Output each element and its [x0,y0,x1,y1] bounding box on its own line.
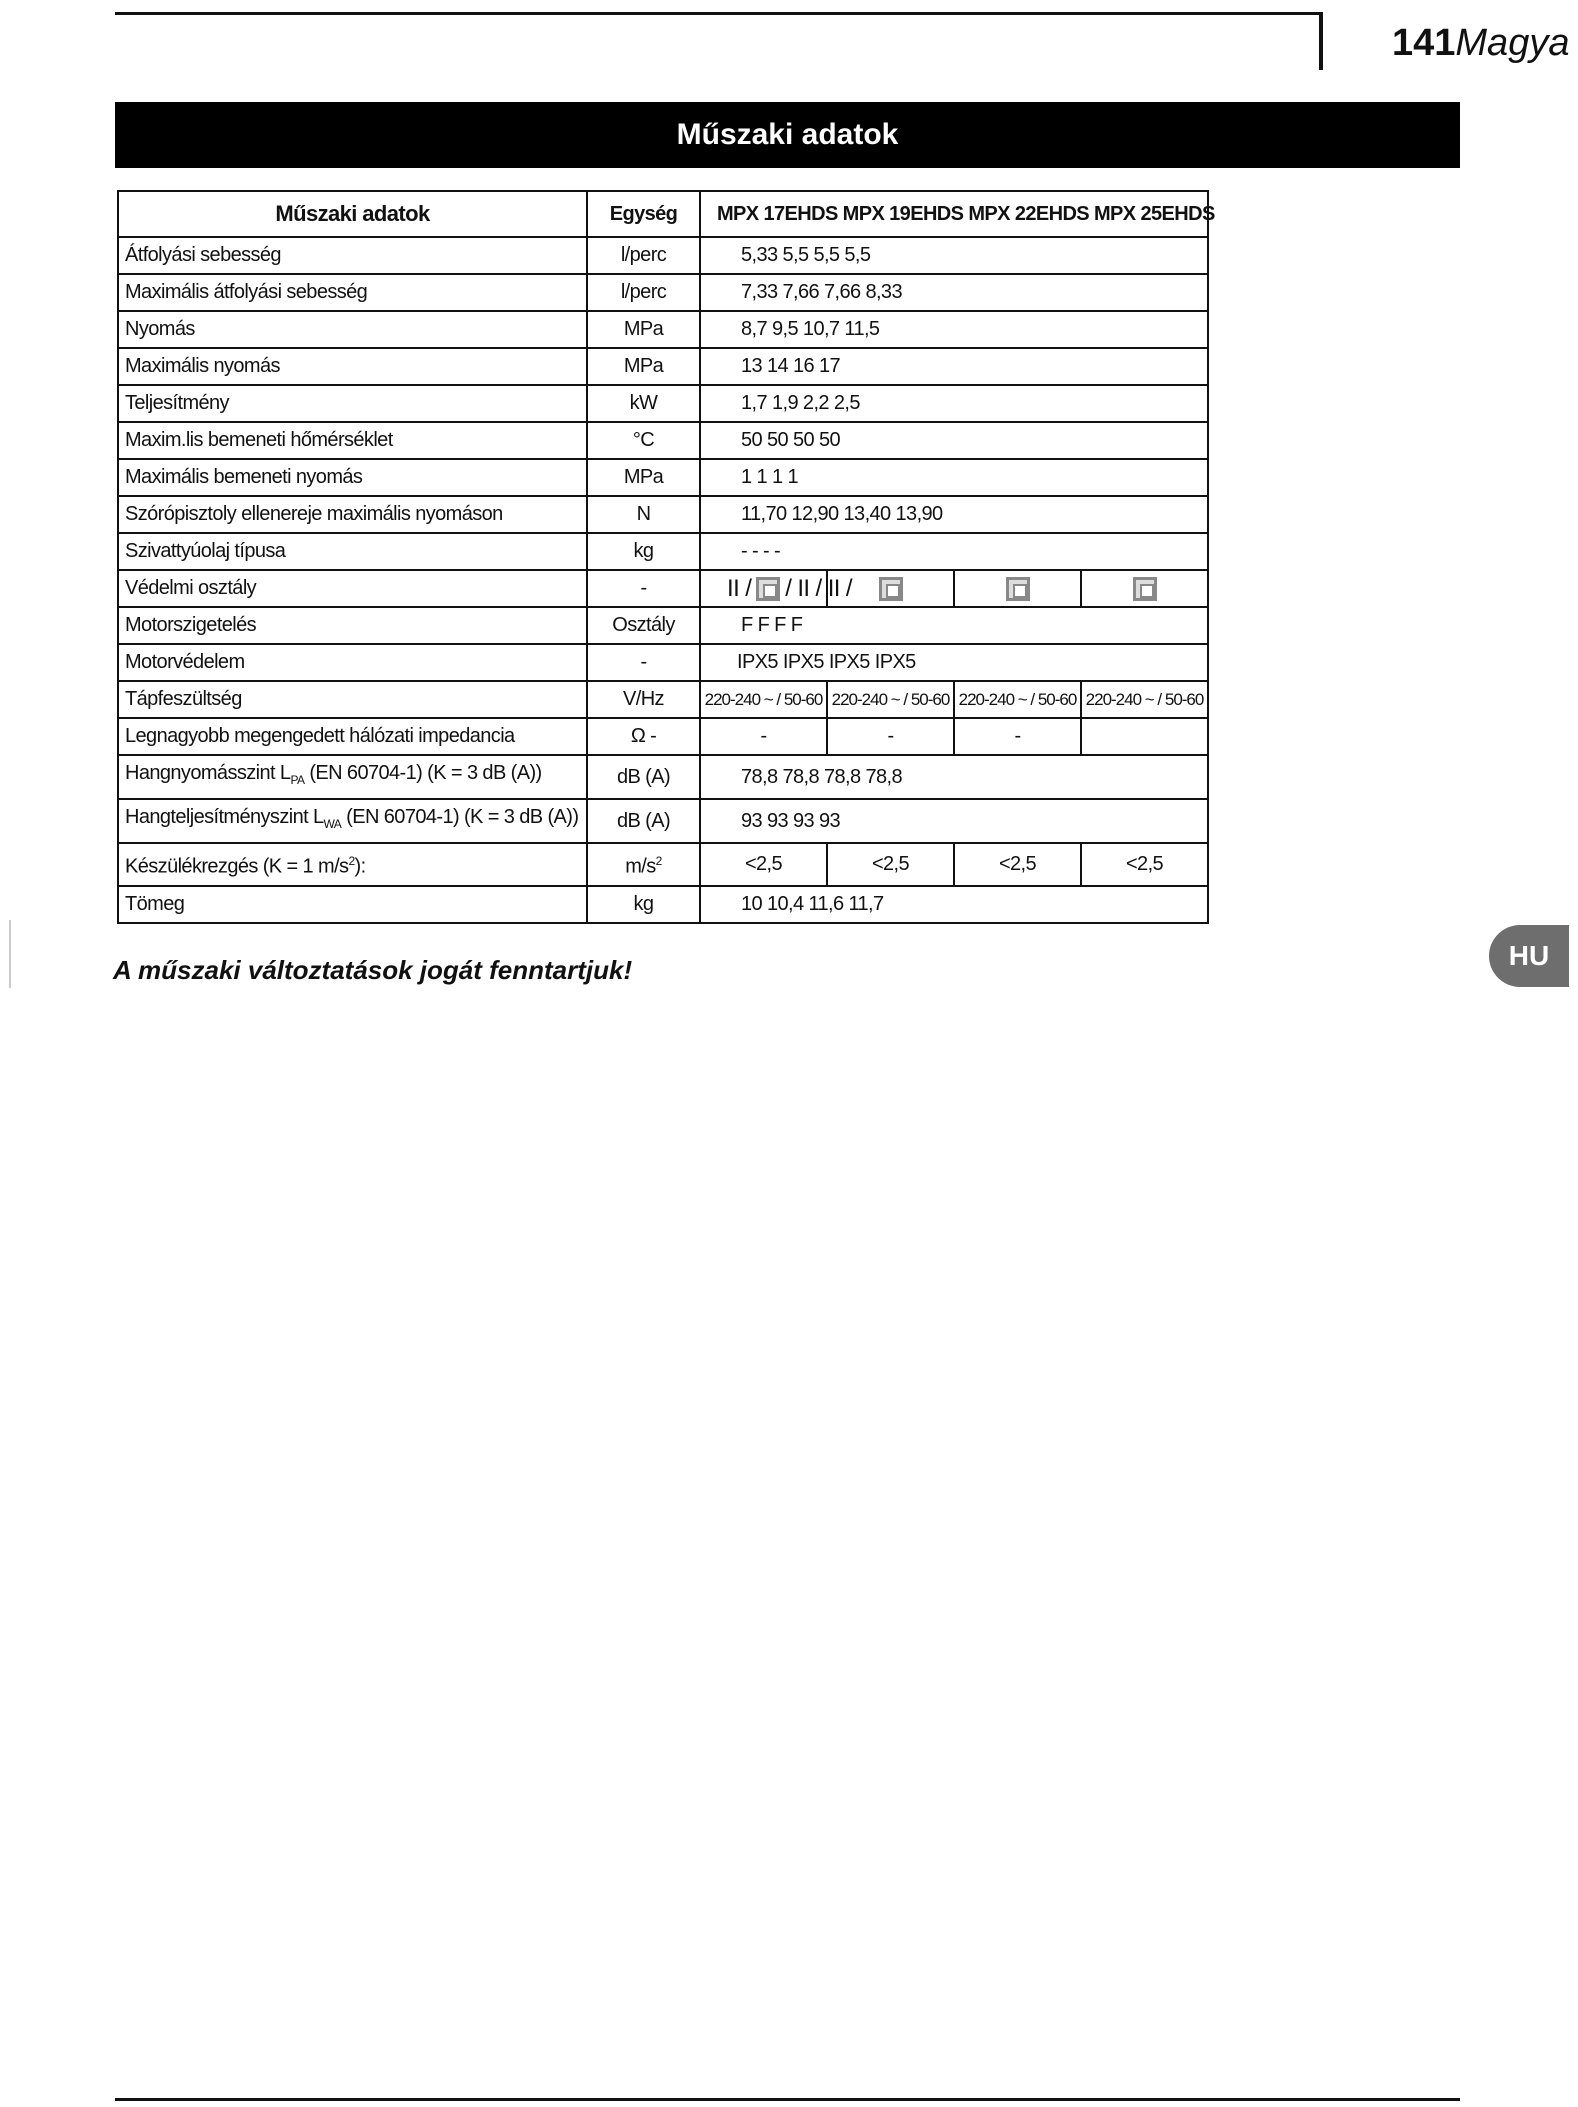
class-ii-icon [756,577,780,601]
row-values: 78,8 78,8 78,8 78,8 [700,755,1208,799]
row-unit-prefix: m/s [625,855,656,878]
table-row [118,681,1208,718]
row-name-suffix: ): [354,855,366,878]
class-ii-icon [1006,577,1030,601]
row-value [1081,718,1208,755]
table-row [118,607,1208,644]
row-name: Maxim.lis bemeneti hőmérséklet [118,422,587,459]
table-row [118,348,1208,385]
row-value: 220-240 ~ / 50-60 [700,681,827,718]
row-unit: l/perc [587,274,700,311]
row-value: 220-240 ~ / 50-60 [827,681,954,718]
row-name-prefix: Hangnyomásszint L [125,762,291,785]
row-name: Tömeg [118,886,587,923]
protection-class-prefix: II / [727,575,752,603]
page-language: Magya [1455,22,1570,64]
class-ii-icon [879,577,903,601]
row-name: Legnagyobb megengedett hálózati impedancia [118,718,587,755]
header-unit: Egység [587,191,700,237]
row-unit: °C [587,422,700,459]
table-row [118,799,1208,843]
class-ii-icon [1133,577,1157,601]
row-values: 50 50 50 50 [700,422,1208,459]
table-row [118,843,1208,886]
row-unit: kW [587,385,700,422]
row-values: 11,70 12,90 13,40 13,90 [700,496,1208,533]
row-values: IPX5 IPX5 IPX5 IPX5 [700,644,1208,681]
section-title: Műszaki adatok [115,102,1460,168]
row-values: 5,33 5,5 5,5 5,5 [700,237,1208,274]
row-name: Védelmi osztály [118,570,587,607]
row-unit: V/Hz [587,681,700,718]
row-value: - [700,718,827,755]
table-header-row [118,191,1208,237]
row-values: - - - - [700,533,1208,570]
row-unit: MPa [587,311,700,348]
row-value: - [827,718,954,755]
table-row [118,755,1208,799]
row-values: 8,7 9,5 10,7 11,5 [700,311,1208,348]
row-name [118,755,587,799]
row-values: 1,7 1,9 2,2 2,5 [700,385,1208,422]
row-name: Maximális átfolyási sebesség [118,274,587,311]
row-value: <2,5 [1081,843,1208,886]
row-value: <2,5 [700,843,827,886]
row-name: Átfolyási sebesség [118,237,587,274]
row-value: - [954,718,1081,755]
row-unit: - [587,644,700,681]
page-header [1392,18,1578,68]
row-values: 93 93 93 93 [700,799,1208,843]
header-models: MPX 17EHDS MPX 19EHDS MPX 22EHDS MPX 25EHDS [700,191,1208,237]
row-name-suffix: (EN 60704-1) (K = 3 dB (A)) [341,806,579,829]
row-name: Maximális bemeneti nyomás [118,459,587,496]
row-value [954,570,1081,607]
row-name: Motorszigetelés [118,607,587,644]
row-values: 7,33 7,66 7,66 8,33 [700,274,1208,311]
row-name: Szivattyúolaj típusa [118,533,587,570]
language-tab: HU [1489,925,1569,987]
row-name-prefix: Hangteljesítményszint L [125,806,324,829]
row-unit: l/perc [587,237,700,274]
row-unit: kg [587,886,700,923]
row-name-subscript: WA [323,817,342,832]
row-name-prefix: Készülékrezgés (K = 1 m/s [125,855,349,878]
row-unit [587,843,700,886]
row-values: 10 10,4 11,6 11,7 [700,886,1208,923]
row-value [1081,570,1208,607]
table-row [118,718,1208,755]
table-row [118,886,1208,923]
row-name-superscript: 2 [348,854,355,869]
row-name [118,799,587,843]
row-name-subscript: PA [290,773,305,788]
table-row [118,274,1208,311]
row-values: 1 1 1 1 [700,459,1208,496]
row-name: Nyomás [118,311,587,348]
row-unit: - [587,570,700,607]
margin-mark [9,920,11,988]
table-row [118,237,1208,274]
row-value: <2,5 [827,843,954,886]
page-number: 141 [1392,22,1456,64]
table-row [118,644,1208,681]
protection-class-suffix: / II / II / [785,575,852,603]
table-row [118,311,1208,348]
row-unit: kg [587,533,700,570]
table-row [118,496,1208,533]
row-name: Teljesítmény [118,385,587,422]
row-unit: N [587,496,700,533]
header-rule [115,12,1322,15]
row-value: 220-240 ~ / 50-60 [954,681,1081,718]
row-unit: Osztály [587,607,700,644]
row-unit: Ω - [587,718,700,755]
table-row [118,570,1208,607]
row-name: Szórópisztoly ellenereje maximális nyomáson [118,496,587,533]
row-name: Tápfeszültség [118,681,587,718]
header-name: Műszaki adatok [118,191,587,237]
row-unit-superscript: 2 [655,854,662,869]
row-unit: dB (A) [587,799,700,843]
spec-table [117,190,1215,924]
row-values: 13 14 16 17 [700,348,1208,385]
row-value: <2,5 [954,843,1081,886]
row-values [700,570,852,607]
row-values: F F F F [700,607,1208,644]
row-unit: dB (A) [587,755,700,799]
footnote: A műszaki változtatások jogát fenntartjuk! [113,955,633,985]
table-row [118,385,1208,422]
header-rule-vertical [1319,12,1323,70]
row-value: 220-240 ~ / 50-60 [1081,681,1208,718]
row-name-suffix: (EN 60704-1) (K = 3 dB (A)) [304,762,542,785]
table-row [118,533,1208,570]
footer-rule [115,2098,1460,2101]
table-row [118,459,1208,496]
row-unit: MPa [587,459,700,496]
row-name: Maximális nyomás [118,348,587,385]
row-name [118,843,587,886]
row-name: Motorvédelem [118,644,587,681]
row-unit: MPa [587,348,700,385]
table-row [118,422,1208,459]
